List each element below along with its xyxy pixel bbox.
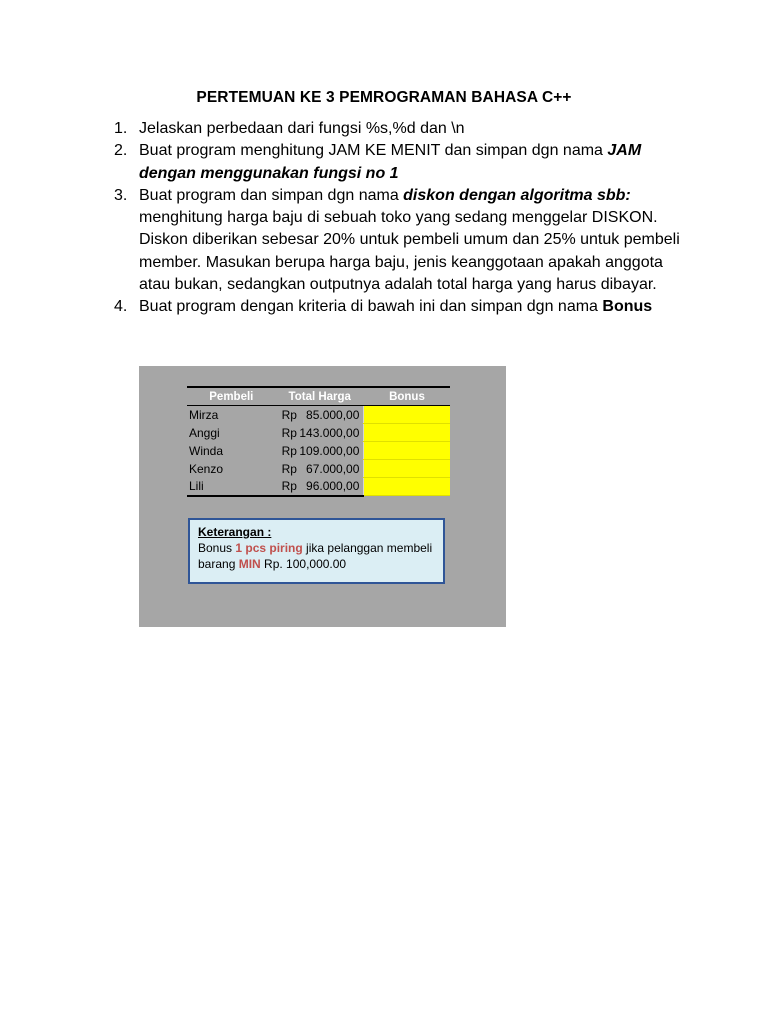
bonus-cell bbox=[364, 442, 450, 460]
buyer-name: Winda bbox=[189, 443, 224, 458]
item-number: 1. bbox=[114, 120, 128, 137]
note-text-part: jika pelanggan membeli barang bbox=[198, 541, 433, 571]
item-text: Buat program dengan kriteria di bawah ini dan simpan dgn nama bbox=[139, 298, 603, 316]
table-row bbox=[187, 406, 450, 424]
document-title: PERTEMUAN KE 3 PEMROGRAMAN BAHASA C++ bbox=[196, 89, 572, 106]
bonus-table bbox=[187, 386, 450, 497]
bonus-cell bbox=[364, 424, 450, 442]
currency-label: Rp bbox=[281, 443, 297, 458]
header-bonus: Bonus bbox=[364, 387, 450, 406]
item-number: 4. bbox=[114, 298, 128, 316]
note-text-part: Rp. 100,000.00 bbox=[260, 557, 347, 571]
task-list bbox=[114, 118, 694, 319]
total-price bbox=[276, 406, 364, 424]
currency-label: Rp bbox=[281, 407, 297, 422]
buyer-name: Kenzo bbox=[189, 461, 224, 476]
price-amount: 96.000,00 bbox=[306, 479, 360, 493]
item-text: Jelaskan perbedaan dari fungsi %s,%d dan \n bbox=[139, 120, 465, 137]
price-amount: 143.000,00 bbox=[299, 425, 360, 440]
price-amount: 85.000,00 bbox=[306, 407, 360, 422]
note-heading: Keterangan : bbox=[198, 525, 272, 539]
spreadsheet-image bbox=[139, 366, 506, 627]
total-price bbox=[276, 478, 364, 496]
note-highlight: 1 pcs piring bbox=[235, 541, 303, 555]
list-item bbox=[114, 118, 694, 140]
price-amount: 67.000,00 bbox=[306, 461, 360, 476]
list-item bbox=[114, 140, 694, 185]
item-number: 2. bbox=[114, 142, 128, 160]
header-pembeli: Pembeli bbox=[187, 387, 276, 406]
item-emphasis: JAM dengan menggunakan fungsi no 1 bbox=[139, 142, 642, 182]
note-box bbox=[188, 518, 445, 584]
currency-label: Rp bbox=[281, 461, 297, 476]
list-item bbox=[114, 296, 694, 318]
currency-label: Rp bbox=[281, 479, 297, 493]
table-row bbox=[187, 442, 450, 460]
note-text-part: Bonus bbox=[198, 541, 236, 555]
currency-label: Rp bbox=[281, 425, 297, 440]
table-row bbox=[187, 478, 450, 496]
total-price bbox=[276, 442, 364, 460]
buyer-name: Lili bbox=[187, 478, 276, 496]
table-header-row bbox=[187, 387, 450, 406]
item-emphasis: diskon dengan algoritma sbb: bbox=[403, 186, 631, 204]
table-row bbox=[187, 424, 450, 442]
header-total-harga: Total Harga bbox=[276, 387, 364, 406]
item-number: 3. bbox=[114, 186, 128, 204]
total-price bbox=[276, 424, 364, 442]
item-text-rest: menghitung harga baju di sebuah toko yang sedang menggelar DISKON. Diskon diberikan sebesar 20% untuk pembeli umum dan 25% untuk pembeli member. Masukan berupa harga baju, jenis keanggotaan apakah anggota atau bukan, sedangkan outputnya adalah total harga yang harus dibayar. bbox=[139, 209, 680, 294]
total-price bbox=[276, 460, 364, 478]
buyer-name: Mirza bbox=[189, 407, 219, 422]
bonus-cell bbox=[364, 406, 450, 424]
bonus-cell bbox=[364, 460, 450, 478]
item-emphasis: Bonus bbox=[602, 298, 653, 316]
list-item bbox=[114, 185, 694, 296]
item-text: Buat program menghitung JAM KE MENIT dan simpan dgn nama bbox=[139, 142, 608, 160]
note-text bbox=[198, 540, 435, 572]
buyer-name: Anggi bbox=[189, 425, 220, 440]
note-highlight: MIN bbox=[238, 557, 261, 571]
bonus-cell bbox=[364, 478, 450, 496]
table-row bbox=[187, 460, 450, 478]
item-text: Buat program dan simpan dgn nama bbox=[139, 186, 404, 204]
price-amount: 109.000,00 bbox=[299, 443, 360, 458]
